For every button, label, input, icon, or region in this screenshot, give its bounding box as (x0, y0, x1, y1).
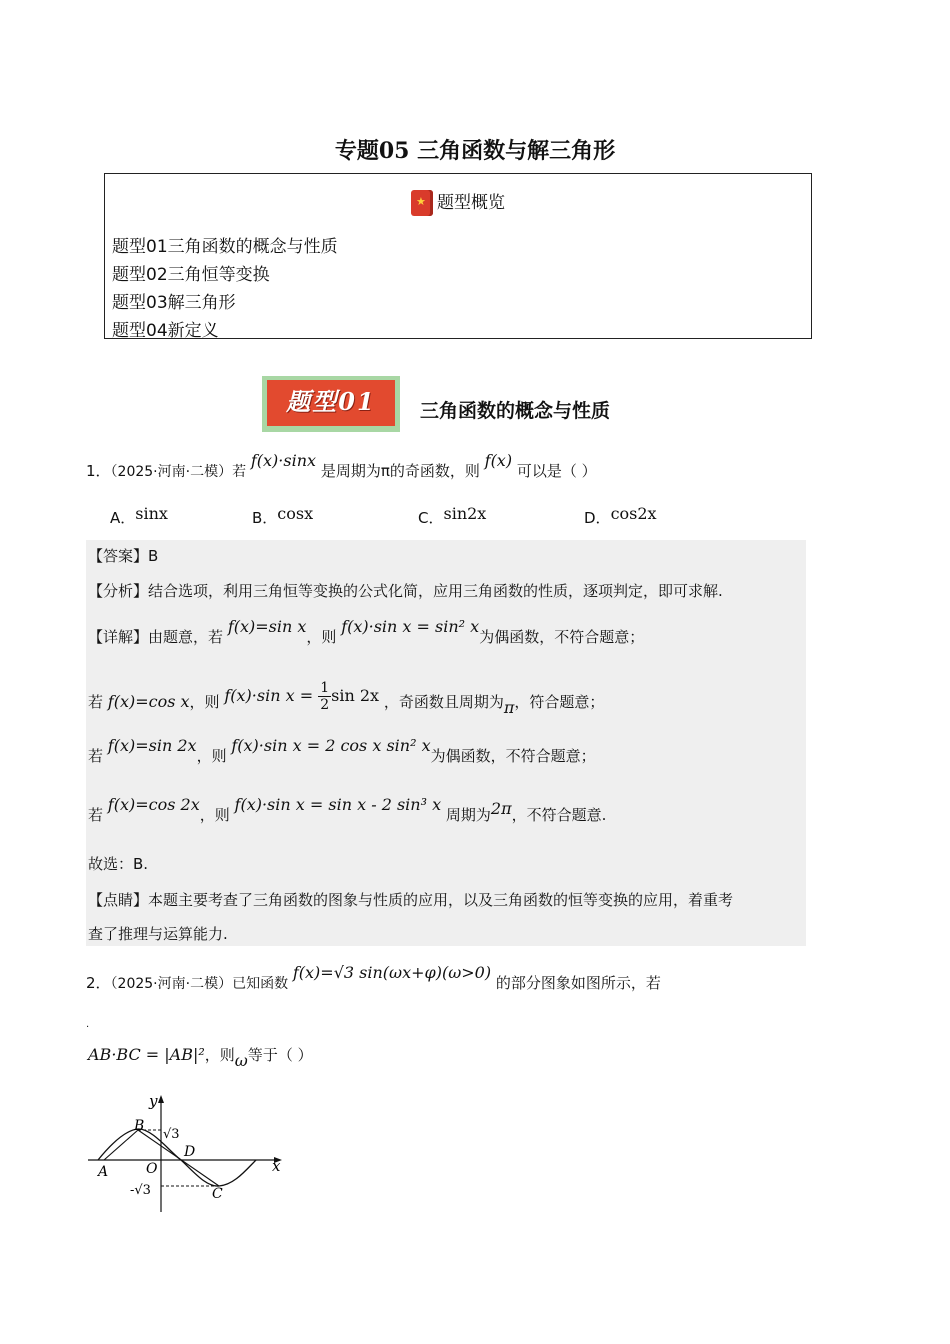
option-c[interactable]: C．sin2x (418, 504, 487, 527)
comment-line-2: 查了推理与运算能力. (88, 925, 228, 943)
label-a: A (98, 1164, 109, 1180)
label-o: O (146, 1161, 158, 1177)
analysis-line: 【分析】结合选项，利用三角恒等变换的公式化简，应用三角函数的性质，逐项判定，即可求解. (88, 582, 723, 600)
label-d: D (184, 1144, 196, 1160)
choose-line: 故选：B. (88, 855, 149, 873)
detail-line-3: 若 f(x)=sin 2x，则 f(x)·sin x = 2 cos x sin² x为偶函数，不符合题意； (88, 736, 596, 765)
section-title: 三角函数的概念与性质 (420, 400, 611, 422)
option-a[interactable]: A．sinx (110, 504, 168, 527)
detail-line-2: 若 f(x)=cos x，则 f(x)·sin x = $\frac{1}{2}$ sin 2x ，奇函数且周期为π，符合题意； (88, 680, 605, 717)
y-axis-arrow (158, 1095, 164, 1103)
answer-line: 【答案】B (88, 547, 159, 565)
section-badge (262, 376, 400, 432)
overview-heading: ★题型概览 (105, 188, 811, 216)
overview-item: 题型01三角函数的概念与性质 (112, 237, 338, 257)
section-badge-label: 题型01 (267, 380, 395, 426)
overview-item: 题型02三角恒等变换 (112, 265, 270, 285)
label-c: C (212, 1186, 223, 1202)
label-x: x (272, 1157, 281, 1175)
sine-graph (86, 1092, 296, 1222)
option-b[interactable]: B．cosx (252, 504, 314, 527)
overview-item: 题型03解三角形 (112, 293, 236, 313)
detail-line-4: 若 f(x)=cos 2x，则 f(x)·sin x = sin x - 2 sin³ x 周期为2π，不符合题意. (88, 795, 607, 824)
overview-box (104, 173, 812, 339)
overview-item: 题型04新定义 (112, 321, 219, 341)
question-1: 1．（2025·河南·二模）若 f(x)·sinx 是周期为π的奇函数，则 f(x) 可以是（ ） (86, 451, 597, 480)
label-b: B (134, 1118, 145, 1134)
page-title: 专题05 三角函数与解三角形 (334, 138, 616, 164)
option-d[interactable]: D．cos2x (584, 504, 657, 527)
question-2: 2．（2025·河南·二模）已知函数 f(x)=√3 sin(ωx+φ)(ω>0) 的部分图象如图所示，若 (86, 963, 661, 992)
detail-line-1: 【详解】由题意，若 f(x)=sin x，则 f(x)·sin x = sin² x为偶函数，不符合题意； (88, 617, 645, 646)
label-neg-sqrt3: -√3 (130, 1183, 151, 1198)
label-sqrt3: √3 (163, 1127, 180, 1142)
segment-ab (104, 1130, 138, 1160)
dot-mark: · (86, 1022, 90, 1033)
solution-block (86, 540, 806, 946)
book-icon (411, 190, 433, 216)
label-y: y (149, 1092, 158, 1110)
fraction: $\frac{1}{2}$ (320, 680, 330, 713)
comment-line-1: 【点睛】本题主要考查了三角函数的图象与性质的应用，以及三角函数的恒等变换的应用，着重考 (88, 891, 734, 909)
question-2-condition: AB·BC = |AB|²，则ω等于（ ） (88, 1045, 313, 1070)
